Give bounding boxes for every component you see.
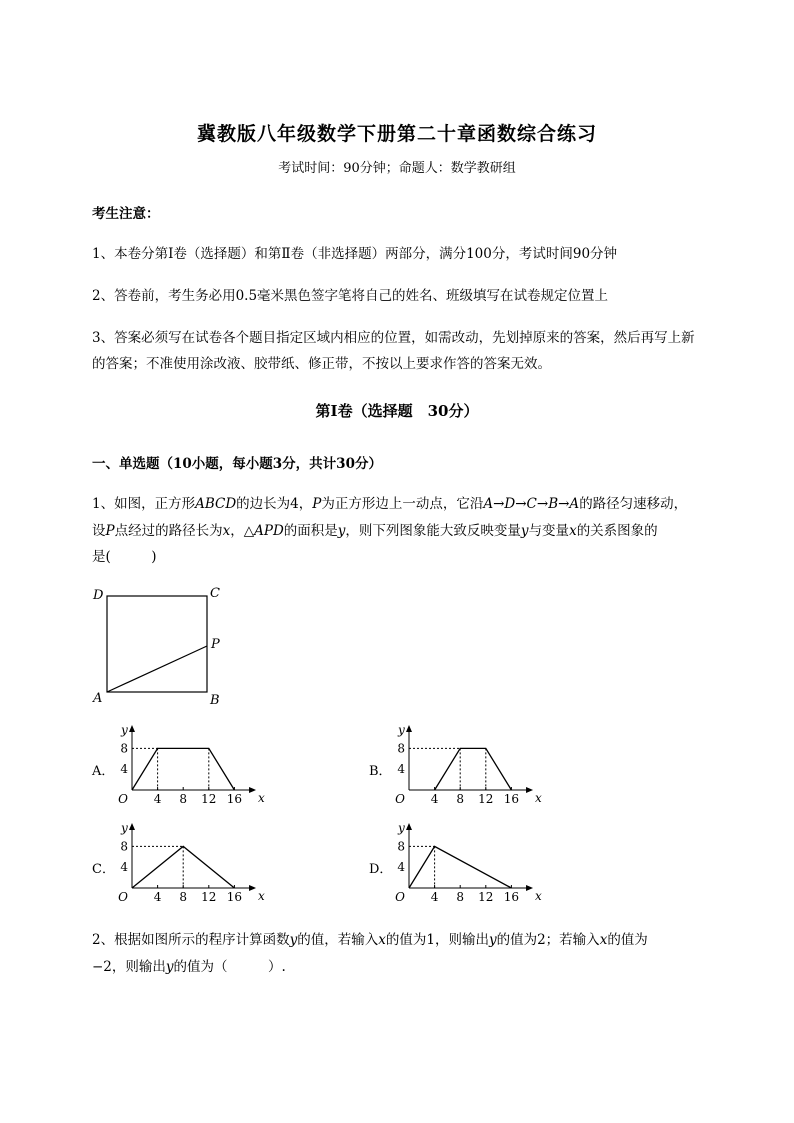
y-axis-arrow <box>129 823 135 830</box>
exam-info: 考试时间：90分钟；命题人：数学教研组 <box>278 161 516 176</box>
origin-label: O <box>118 890 128 904</box>
y-tick-label: 4 <box>397 762 405 777</box>
function-line <box>435 748 512 790</box>
label-d: D <box>93 588 104 603</box>
y-tick-label: 8 <box>397 741 405 756</box>
y-axis-arrow <box>129 725 135 732</box>
y-axis-label: y <box>398 821 405 835</box>
x-tick-label: 16 <box>503 792 520 806</box>
y-tick-label: 4 <box>120 860 128 875</box>
x-tick-label: 4 <box>430 792 439 806</box>
x-tick-label: 16 <box>226 792 243 806</box>
label-b: B <box>210 693 220 708</box>
option-b-label[interactable]: B． <box>369 764 392 779</box>
label-p: P <box>211 637 220 652</box>
square-abcd <box>107 596 207 692</box>
x-tick-label: 12 <box>201 792 217 806</box>
notice-item-2: 2、答卷前，考生务必用0.5毫米黑色签字笔将自己的姓名、班级填写在试卷规定位置上 <box>92 288 609 304</box>
notice-heading: 考生注意： <box>92 206 160 222</box>
option-b-graph[interactable] <box>389 722 549 808</box>
x-axis-label: x <box>258 889 265 903</box>
origin-label: O <box>395 890 405 904</box>
x-tick-label: 12 <box>478 890 494 904</box>
question-1-line-2: 设P点经过的路径长为x，△APD的面积是y，则下列图象能大致反映变量y与变量x的关系图象的 <box>92 523 658 539</box>
y-tick-label: 4 <box>120 762 128 777</box>
option-a-label[interactable]: A． <box>92 764 115 779</box>
y-axis-arrow <box>406 823 412 830</box>
x-tick-label: 8 <box>456 792 465 806</box>
y-tick-label: 8 <box>120 839 128 854</box>
question-2-line-2: −2，则输出y的值为（ ）. <box>92 959 286 975</box>
question-1-line-3: 是( ) <box>92 549 157 565</box>
document-title: 冀教版八年级数学下册第二十章函数综合练习 <box>196 123 597 145</box>
x-tick-label: 16 <box>503 890 520 904</box>
x-axis-label: x <box>535 791 542 805</box>
x-axis-arrow <box>249 885 256 891</box>
origin-label: O <box>118 792 128 806</box>
y-axis-label: y <box>121 821 128 835</box>
x-axis-arrow <box>526 885 533 891</box>
question-1-line-1: 1、如图，正方形ABCD的边长为4，P为正方形边上一动点，它沿A→D→C→B→A的路径匀速移动， <box>92 496 688 512</box>
y-tick-label: 8 <box>397 839 405 854</box>
notice-item-1: 1、本卷分第I卷（选择题）和第Ⅱ卷（非选择题）两部分，满分100分，考试时间90分钟 <box>92 246 618 262</box>
label-a: A <box>93 691 103 706</box>
x-tick-label: 8 <box>456 890 465 904</box>
origin-label: O <box>395 792 405 806</box>
x-axis-arrow <box>526 787 533 793</box>
segment-ap <box>107 646 207 692</box>
question-2-line-1: 2、根据如图所示的程序计算函数y的值，若输入x的值为1，则输出y的值为2；若输入x的值为 <box>92 932 648 948</box>
option-d-label[interactable]: D． <box>369 862 393 877</box>
x-tick-label: 8 <box>179 890 188 904</box>
notice-item-3-line-1: 3、答案必须写在试卷各个题目指定区域内相应的位置，如需改动，先划掉原来的答案，然后再写上新 <box>92 330 695 346</box>
y-axis-label: y <box>121 723 128 737</box>
y-axis-label: y <box>398 723 405 737</box>
x-tick-label: 12 <box>478 792 494 806</box>
x-tick-label: 12 <box>201 890 217 904</box>
y-tick-label: 4 <box>397 860 405 875</box>
y-axis-arrow <box>406 725 412 732</box>
part-title: 一、单选题（10小题，每小题3分，共计30分） <box>92 456 382 472</box>
option-c-graph[interactable] <box>112 820 272 906</box>
function-line <box>409 846 511 888</box>
section-title: 第I卷（选择题 30分） <box>315 402 479 420</box>
y-tick-label: 8 <box>120 741 128 756</box>
x-tick-label: 4 <box>153 890 162 904</box>
function-line <box>132 748 234 790</box>
x-tick-label: 4 <box>430 890 439 904</box>
option-a-graph[interactable] <box>112 722 272 808</box>
x-axis-arrow <box>249 787 256 793</box>
notice-item-3-line-2: 的答案；不准使用涂改液、胶带纸、修正带，不按以上要求作答的答案无效。 <box>92 356 551 372</box>
x-axis-label: x <box>535 889 542 903</box>
label-c: C <box>210 586 220 601</box>
x-tick-label: 4 <box>153 792 162 806</box>
x-tick-label: 16 <box>226 890 243 904</box>
square-figure <box>85 580 235 710</box>
x-tick-label: 8 <box>179 792 188 806</box>
x-axis-label: x <box>258 791 265 805</box>
option-d-graph[interactable] <box>389 820 549 906</box>
option-c-label[interactable]: C． <box>92 862 115 877</box>
